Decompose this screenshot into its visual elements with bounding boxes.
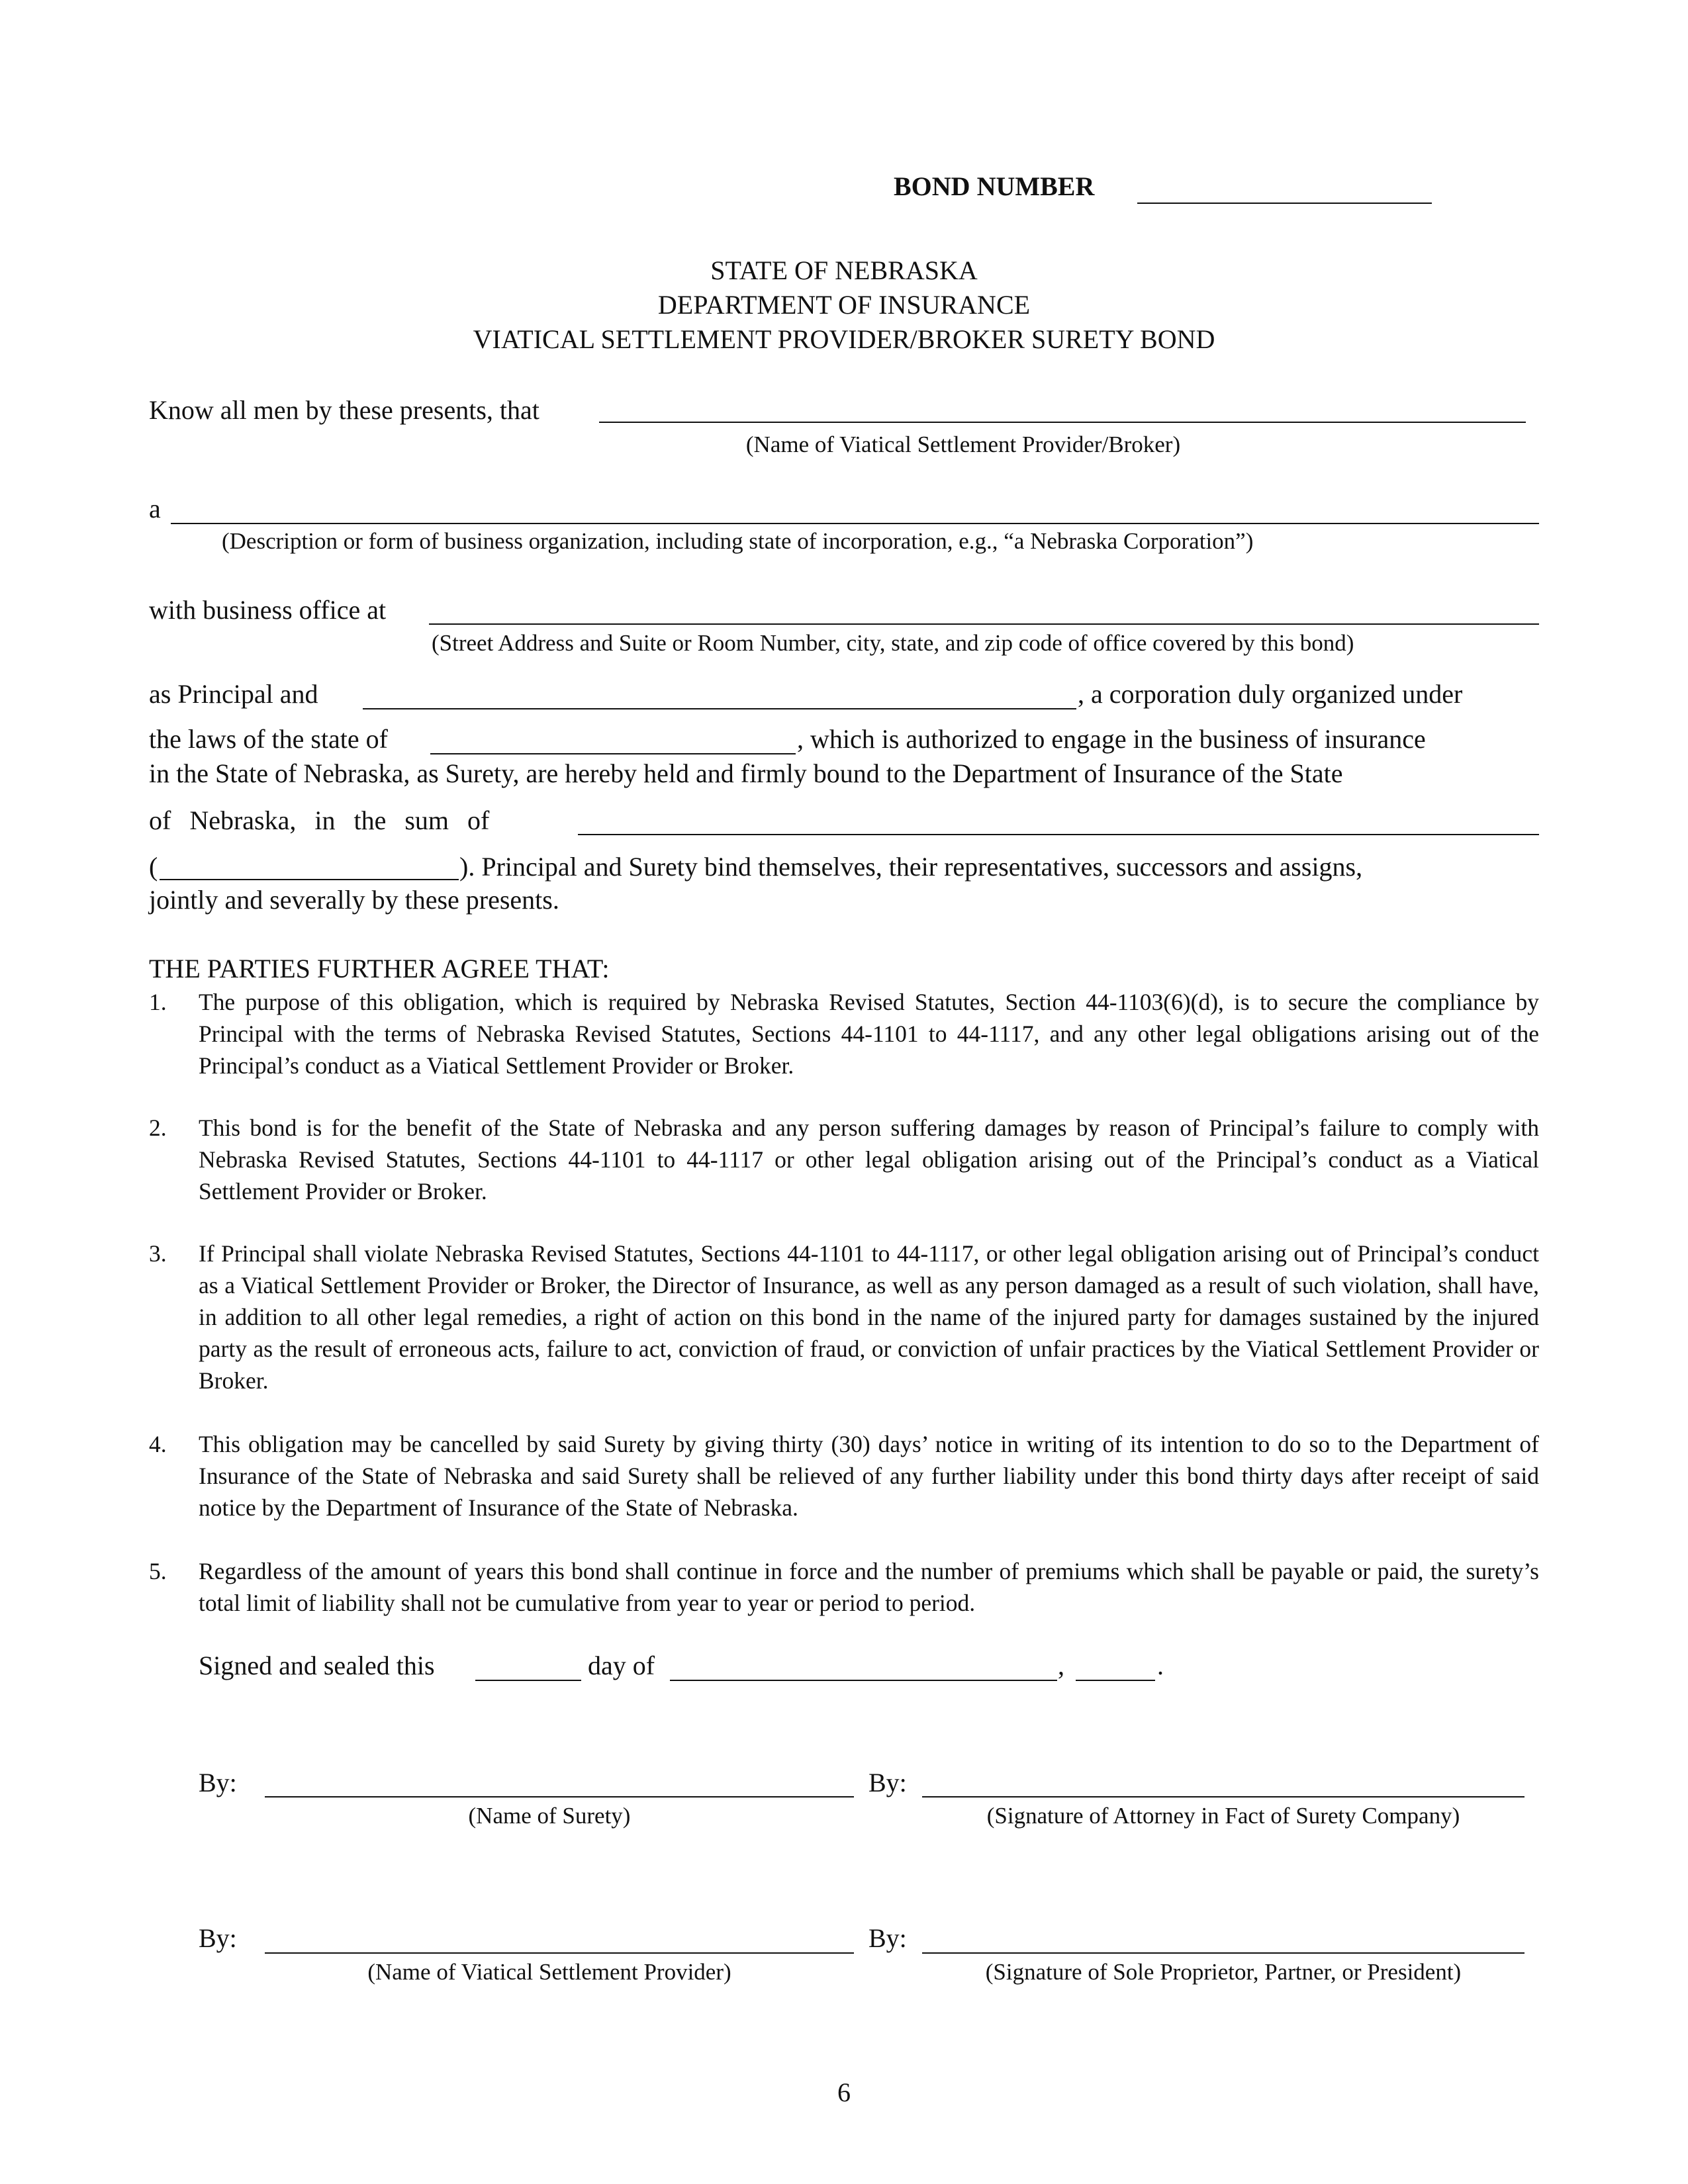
address-caption: (Street Address and Suite or Room Number, city, state, and zip code of office covered by this bond) (432, 630, 1354, 656)
sum-amount-field[interactable] (160, 879, 459, 880)
a-label: a (149, 494, 161, 523)
principal-label: as Principal and (149, 679, 318, 709)
agreement-item: Regardless of the amount of years this bond shall continue in force and the number of premiums which shall be payable or paid, the surety’s total limit of liability shall not be cumulative from year to year or period to period. (199, 1558, 1539, 1616)
agreement-heading: THE PARTIES FURTHER AGREE THAT: (149, 954, 610, 983)
business-description-field[interactable] (171, 523, 1539, 524)
title-state: STATE OF NEBRASKA (710, 255, 978, 285)
bind-text: ). Principal and Surety bind themselves, their representatives, successors and assigns, (459, 852, 1363, 882)
provider-name-field[interactable] (599, 422, 1526, 423)
paren-open: ( (149, 852, 158, 882)
comma: , (1058, 1651, 1064, 1680)
know-all-men-label: Know all men by these presents, that (149, 395, 539, 425)
by-label: By: (199, 1768, 237, 1797)
name-caption: (Name of Viatical Settlement Provider/Broker) (745, 432, 1181, 457)
day-of-label: day of (588, 1651, 655, 1680)
item-number: 4. (149, 1431, 167, 1457)
surety-caption: (Name of Surety) (468, 1803, 631, 1829)
bond-number-label: BOND NUMBER (894, 171, 1095, 201)
page-number: 6 (837, 2077, 851, 2107)
sum-label: of Nebraska, in the sum of (149, 805, 490, 835)
period: . (1157, 1651, 1164, 1680)
agreement-item: The purpose of this obligation, which is required by Nebraska Revised Statutes, Section 44-1103(6)(d), is to secure the compliance by Principal with the terms of Nebraska Revised Statutes, Sections 44-1101 to 44-1117, and any other legal obligations arising out of the Principal’s conduct as a Viatical Settlement Provider or Broker. (199, 989, 1539, 1079)
by-label: By: (868, 1768, 907, 1797)
business-office-field[interactable] (429, 623, 1539, 625)
corporation-text: , a corporation duly organized under (1078, 679, 1463, 709)
attorney-caption: (Signature of Attorney in Fact of Surety Company) (986, 1803, 1460, 1829)
signed-day-field[interactable] (475, 1680, 581, 1681)
surety-state-field[interactable] (430, 753, 796, 754)
agreement-item: This obligation may be cancelled by said Surety by giving thirty (30) days’ notice in writing of its intention to do so to the Department of Insurance of the State of Nebraska and said Surety shall be relieved of any further liability under this bond thirty days after receipt of said notice by the Department of Insurance of the State of Nebraska. (199, 1431, 1539, 1521)
title-department: DEPARTMENT OF INSURANCE (657, 290, 1031, 320)
title-bond-type: VIATICAL SETTLEMENT PROVIDER/BROKER SURETY BOND (473, 324, 1215, 354)
sum-words-field[interactable] (578, 834, 1539, 835)
agreement-item: If Principal shall violate Nebraska Revised Statutes, Sections 44-1101 to 44-1117, or other legal obligation arising out of Principal’s conduct as a Viatical Settlement Provider or Broker, the Director of Insurance, as well as any person damaged as a result of such violation, shall have, in addition to all other legal remedies, a right of action on this bond in the name of the injured party for damages sustained by the injured party as the result of erroneous acts, failure to act, conviction of fraud, or conviction of unfair practices by the Viatical Settlement Provider or Broker. (199, 1240, 1539, 1394)
provider-caption: (Name of Viatical Settlement Provider) (367, 1959, 731, 1985)
provider-signature-field[interactable] (265, 1952, 854, 1954)
attorney-signature-field[interactable] (922, 1796, 1524, 1797)
proprietor-caption: (Signature of Sole Proprietor, Partner, or President) (985, 1959, 1462, 1985)
jointly-text: jointly and severally by these presents. (149, 885, 559, 915)
item-number: 3. (149, 1240, 167, 1267)
laws-label: the laws of the state of (149, 724, 388, 754)
bond-number-field[interactable] (1137, 203, 1432, 204)
signed-label: Signed and sealed this (199, 1651, 435, 1680)
description-caption: (Description or form of business organization, including state of incorporation, e.g., “a Nebraska Corporation”) (222, 528, 1254, 554)
surety-name-field[interactable] (363, 708, 1076, 709)
proprietor-signature-field[interactable] (922, 1952, 1524, 1954)
item-number: 1. (149, 989, 167, 1015)
by-label: By: (868, 1923, 907, 1953)
signed-year-field[interactable] (1076, 1680, 1155, 1681)
by-label: By: (199, 1923, 237, 1953)
business-office-label: with business office at (149, 595, 387, 625)
agreement-item: This bond is for the benefit of the State of Nebraska and any person suffering damages by reason of Principal’s failure to comply with Nebraska Revised Statutes, Sections 44-1101 to 44-1117 or other legal obligation arising out of the Principal’s conduct as a Viatical Settlement Provider or Broker. (199, 1115, 1539, 1205)
authorized-text: , which is authorized to engage in the business of insurance (797, 724, 1426, 754)
item-number: 2. (149, 1115, 167, 1141)
item-number: 5. (149, 1558, 167, 1584)
signed-month-field[interactable] (670, 1680, 1057, 1681)
surety-name-signature-field[interactable] (265, 1796, 854, 1797)
nebraska-line: in the State of Nebraska, as Surety, are hereby held and firmly bound to the Department of Insurance of the State (149, 758, 1343, 788)
